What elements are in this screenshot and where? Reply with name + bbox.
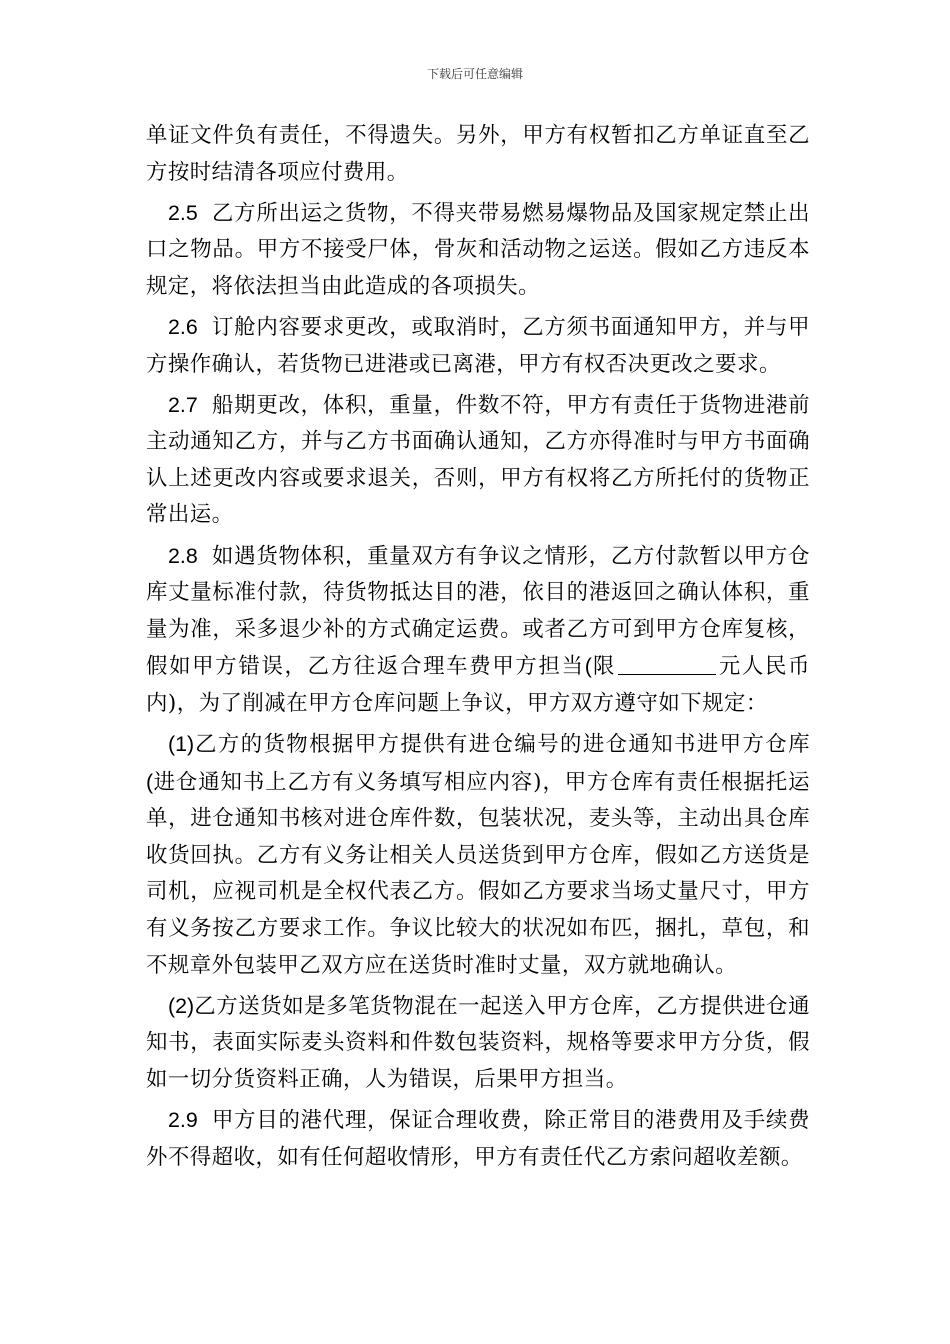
clause-2-5 <box>146 195 810 306</box>
item-text: 乙方的货物根据甲方提供有进仓编号的进仓通知书进甲方仓库 <box>194 732 810 757</box>
item-text: 进仓通知书上乙方有义务填写相应内容)，甲方仓库有责任根据托运单，进仓通知书核对进仓库件数，包装状况，麦头等，主动出具仓库收货回执。乙方有义务让相关人员送货到甲方仓库，假如乙方送货是司机，应视司机是全权代表乙方。假如乙方要求当场丈量尺寸，甲方有义务按乙方要求工作。争议比较大的状况如布匹，捆扎，草包，和不规章外包装甲乙双方应在送货时准时丈量，双方就地确认。 <box>146 769 810 978</box>
clause-2-8-item-2 <box>146 988 810 1099</box>
item-text: 乙方送货如是多笔货物混在一起送入甲方仓库，乙方提供进仓通知书，表面实际麦头资料和件数包装资料，规格等要求甲方分货，假如一切分货资料正确，人为错误，后果甲方担当。 <box>146 993 810 1092</box>
item-text-paren: ( <box>146 769 154 794</box>
clause-number: 2.6 <box>168 314 198 339</box>
clause-2-7 <box>146 387 810 534</box>
clause-text: 元人民币内)，为了削减在甲方仓库问题上争议，甲方双方遵守如下规定： <box>146 654 810 716</box>
page-header: 下载后可任意编辑 <box>426 67 523 81</box>
clause-text: 乙方所出运之货物，不得夹带易燃易爆物品及国家规定禁止出口之物品。甲方不接受尸体，骨灰和活动物之运送。假如乙方违反本规定，将依法担当由此造成的各项损失。 <box>146 200 810 299</box>
clause-2-8-item-1 <box>146 726 810 984</box>
paragraph-continuation <box>146 118 810 191</box>
clause-text-paren: (限 <box>584 654 616 679</box>
clause-text: 如遇货物体积，重量双方有争议之情形，乙方付款暂以甲方仓库丈量标准付款，待货物抵达目的港，依目的港返回之确认体积，重量为准，采多退少补的方式确定运费。或者乙方可到甲方仓库复核，假如甲方错误，乙方往返合理车费甲方担当 <box>146 543 810 680</box>
clause-number: 2.7 <box>168 392 198 417</box>
clause-2-6 <box>146 309 810 383</box>
fill-in-blank <box>618 652 716 675</box>
clause-2-8 <box>146 538 810 723</box>
clause-number: 2.8 <box>168 543 198 568</box>
document-body <box>146 118 810 1180</box>
item-number: (2) <box>168 993 195 1018</box>
clause-text: 甲方目的港代理，保证合理收费，除正常目的港费用及手续费外不得超收，如有任何超收情形，甲方有责任代乙方索问超收差额。 <box>146 1107 810 1170</box>
item-number: (1) <box>168 732 195 756</box>
clause-number: 2.5 <box>168 200 198 225</box>
clause-2-9 <box>146 1102 810 1176</box>
clause-number: 2.9 <box>168 1107 198 1132</box>
paragraph-text: 单证文件负有责任，不得遗失。另外，甲方有权暂扣乙方单证直至乙方按时结清各项应付费用。 <box>146 123 810 185</box>
clause-text: 船期更改，体积，重量，件数不符，甲方有责任于货物进港前主动通知乙方，并与乙方书面确认通知，乙方亦得准时与甲方书面确认上述更改内容或要求退关，否则，甲方有权将乙方所托付的货物正常出运。 <box>146 392 810 528</box>
clause-text: 订舱内容要求更改，或取消时，乙方须书面通知甲方，并与甲方操作确认，若货物已进港或已离港，甲方有权否决更改之要求。 <box>146 314 810 377</box>
